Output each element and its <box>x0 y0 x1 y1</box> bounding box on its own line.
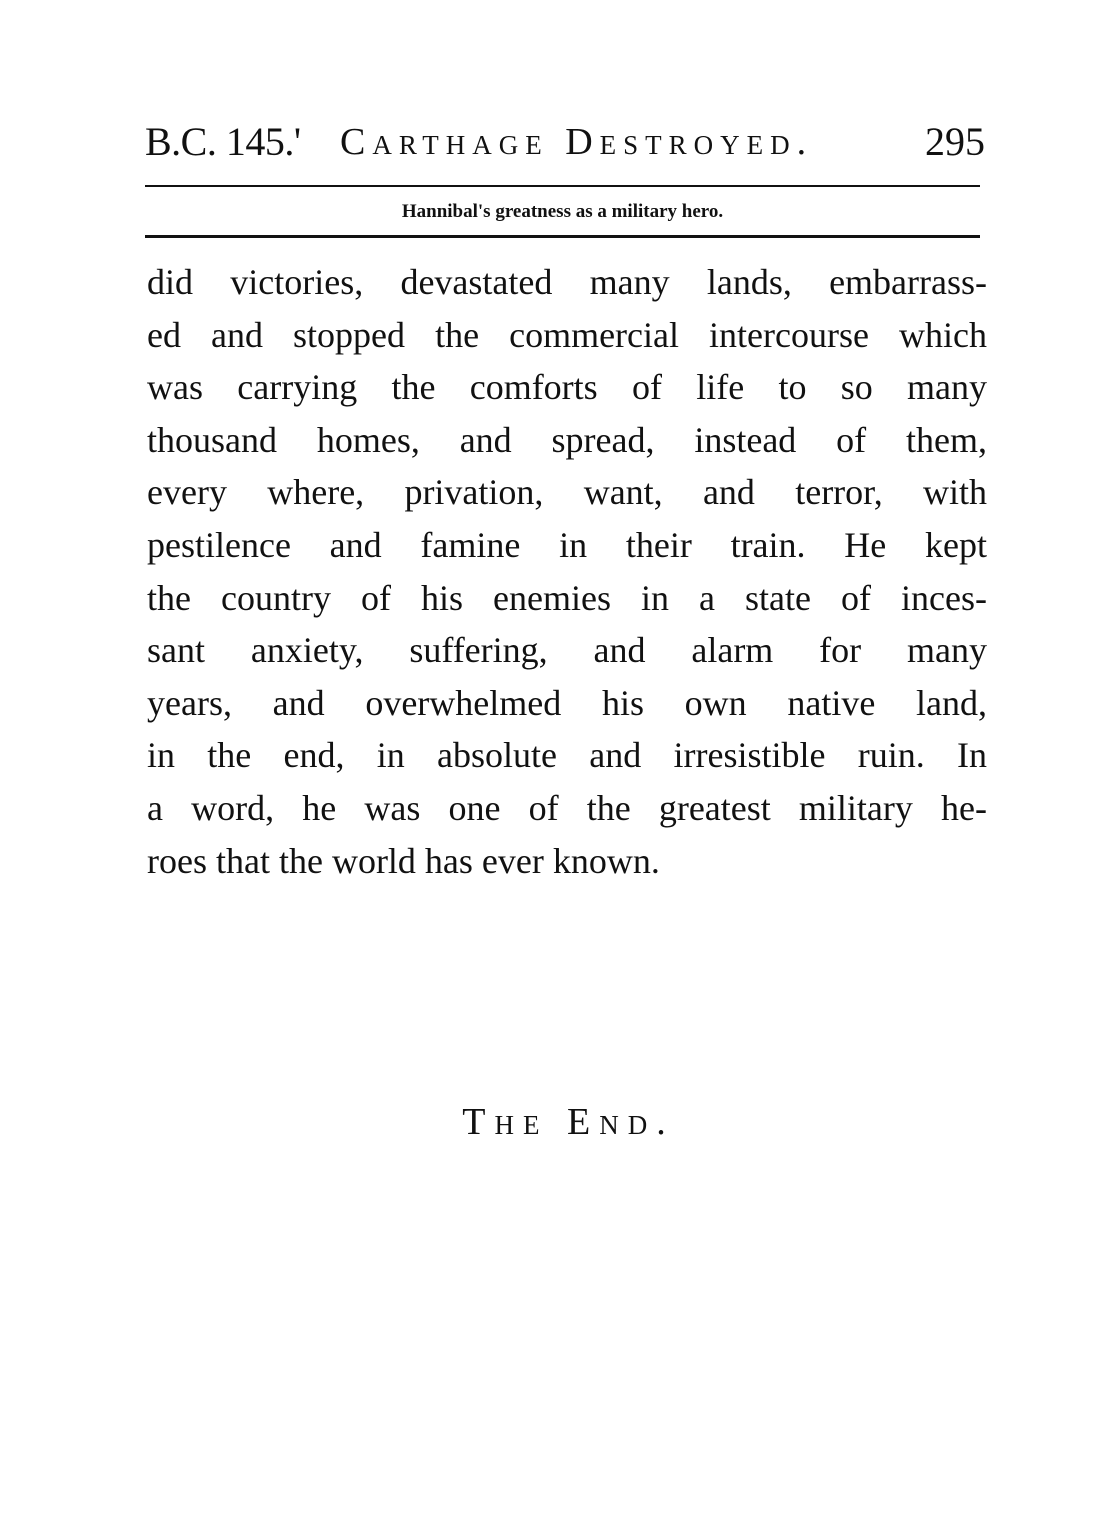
page-subheading: Hannibal's greatness as a military hero. <box>401 201 724 222</box>
body-paragraph <box>147 256 987 887</box>
running-head <box>145 118 985 166</box>
text-line: the country of his enemies in a state of inces- <box>147 577 987 618</box>
text-line: in the end, in absolute and irresistible ruin. In <box>147 735 987 776</box>
text-line: years, and overwhelmed his own native land, <box>147 682 987 723</box>
bottom-rule <box>145 235 980 238</box>
closing-the-end: The End. <box>462 1101 675 1143</box>
running-head-title: Carthage Destroyed. <box>340 121 814 163</box>
text-line: thousand homes, and spread, instead of them, <box>147 419 987 460</box>
text-line: pestilence and famine in their train. He kept <box>147 524 987 565</box>
text-line: a word, he was one of the greatest military he- <box>147 787 987 828</box>
text-line: ed and stopped the commercial intercourse which <box>147 314 987 355</box>
page-number: 295 <box>925 119 985 164</box>
running-head-date: B.C. 145.' <box>145 119 301 164</box>
text-line: was carrying the comforts of life to so many <box>147 367 987 408</box>
text-line: sant anxiety, suffering, and alarm for many <box>147 630 987 671</box>
top-rule <box>145 185 980 187</box>
text-line: did victories, devastated many lands, embarrass- <box>147 262 987 302</box>
text-line: roes that the world has ever known. <box>147 840 660 881</box>
text-line: every where, privation, want, and terror, with <box>147 472 987 513</box>
